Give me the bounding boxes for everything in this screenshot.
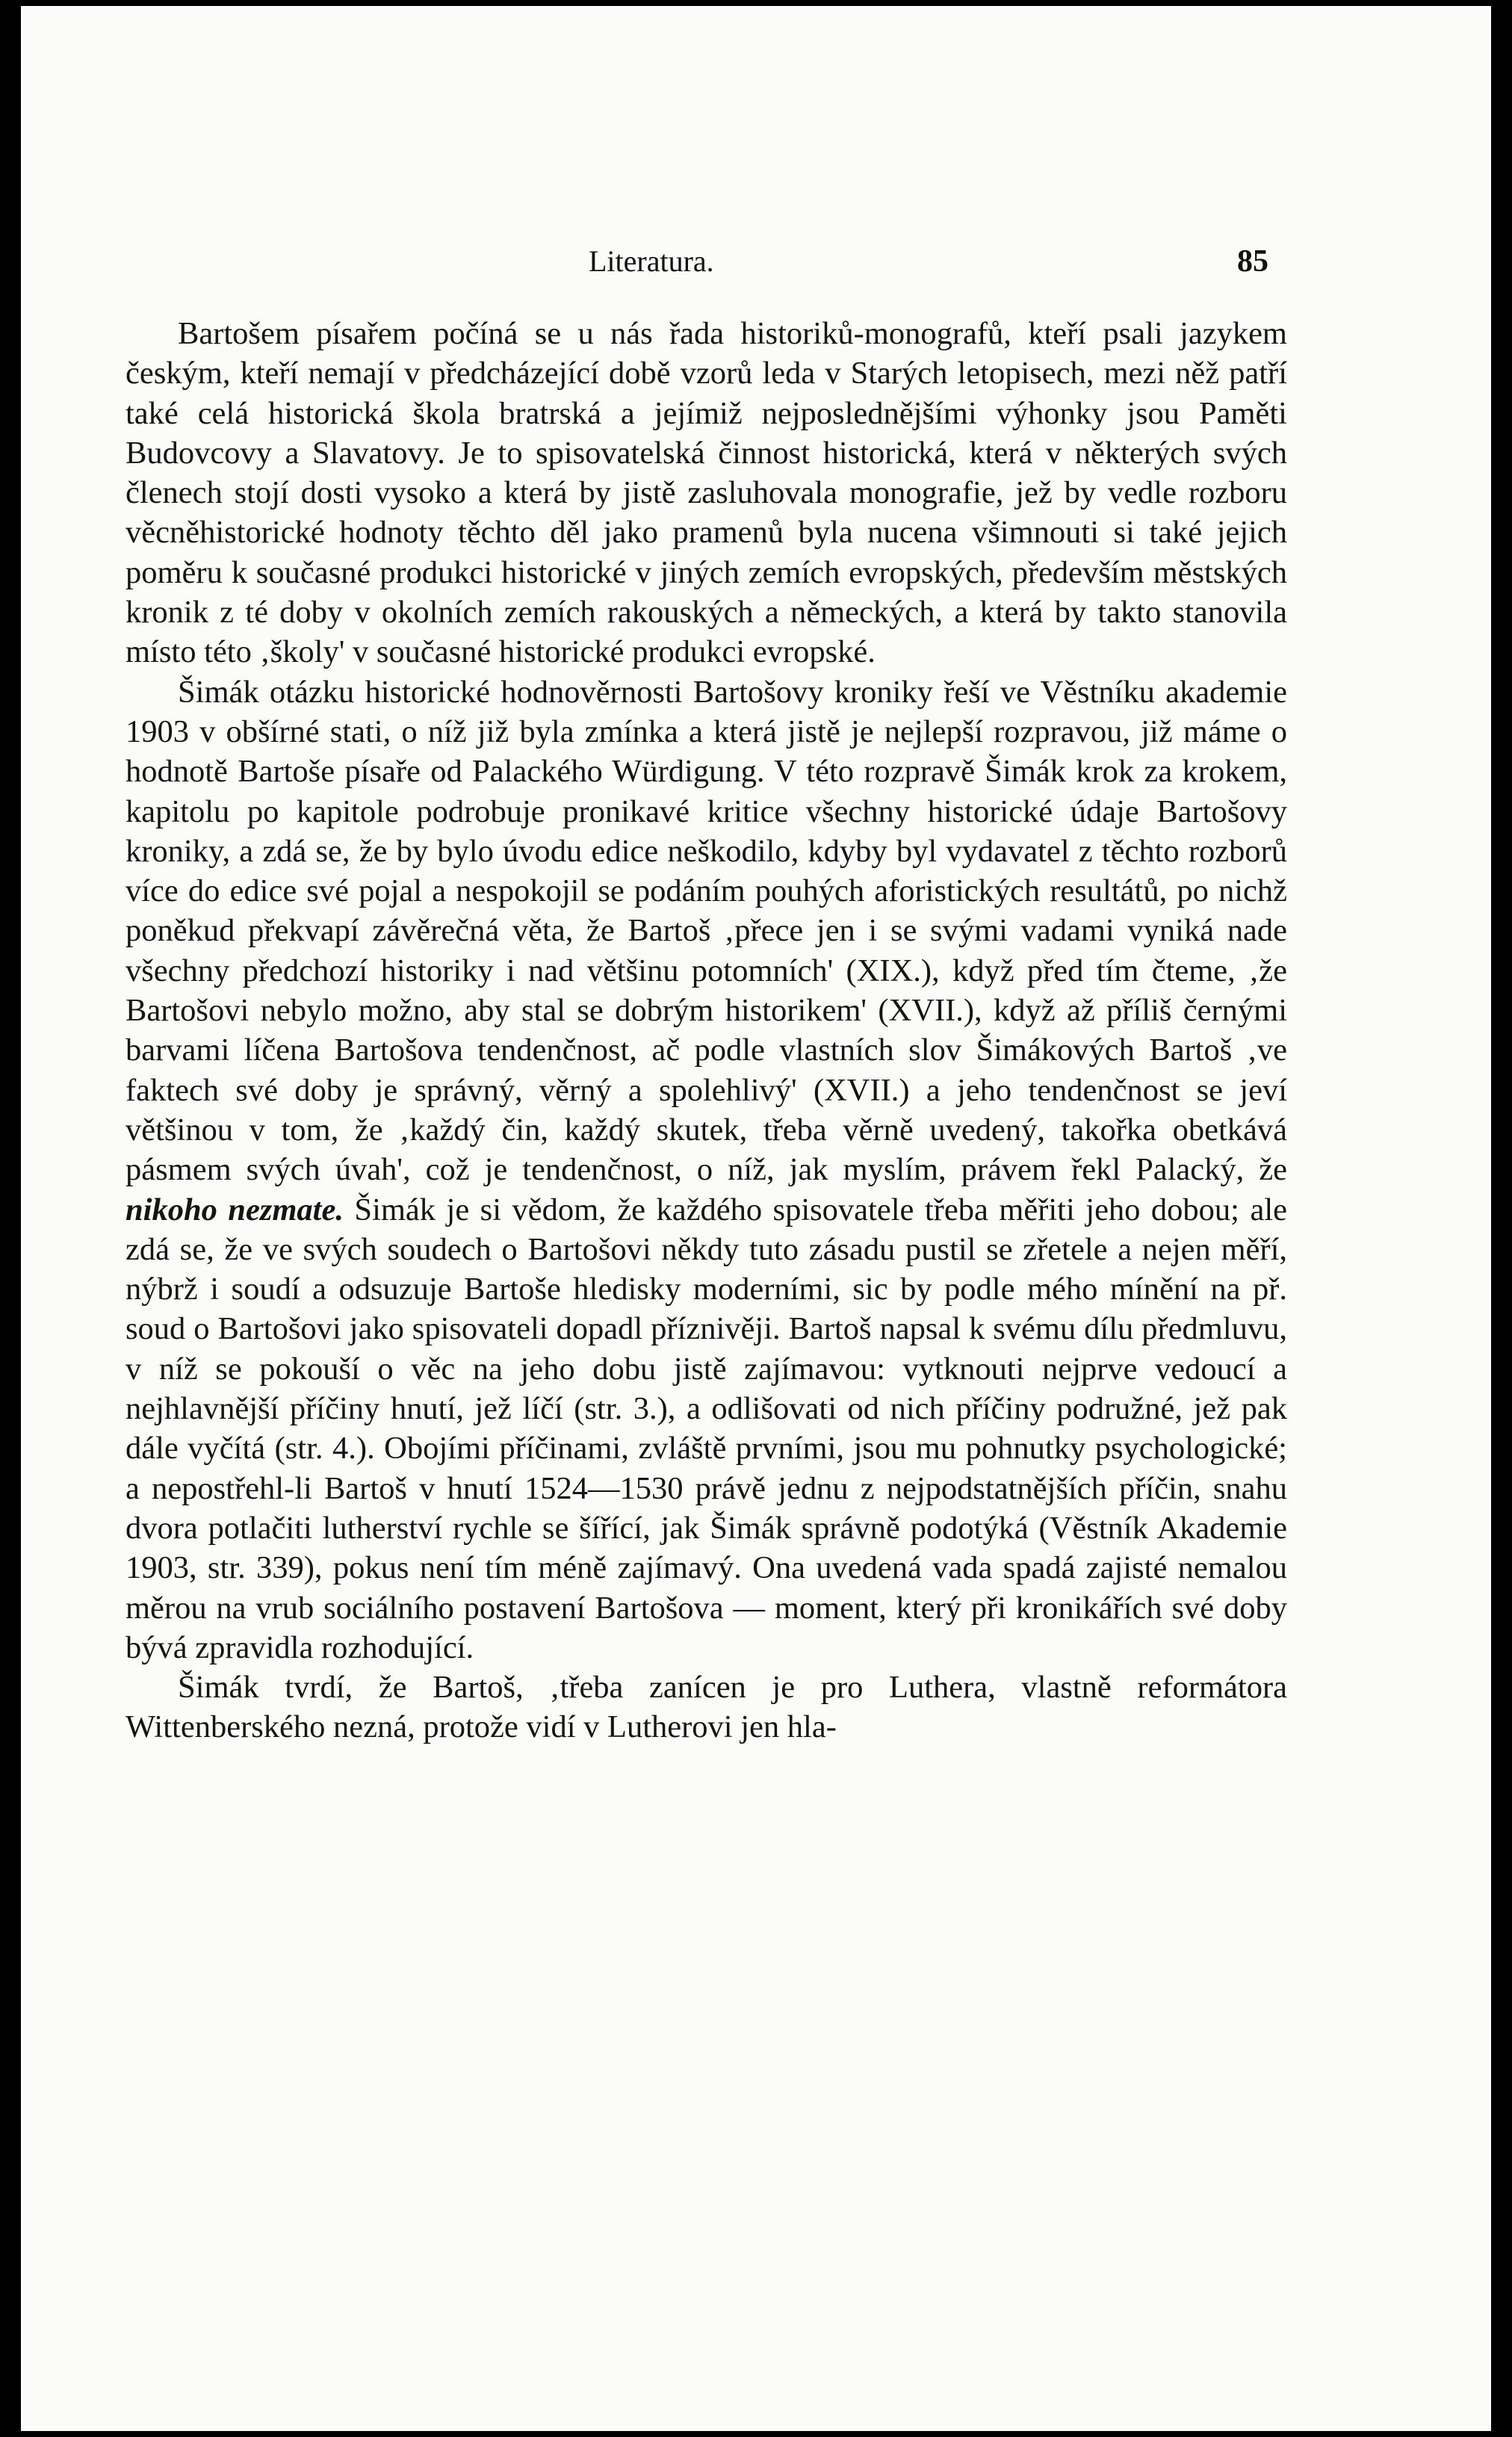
paragraph-2-part-2: Šimák je si vědom, že každého spisovatele třeba měřiti jeho dobou; ale zdá se, že ve svých soudech o Bartošovi někdy tuto zásadu pustil se zřetele a nejen měří, nýbrž i soudí a odsuzuje Bartoše hledisky moderními, sic by podle mého mínění na př. soud o Bartošovi jako spisovateli dopadl příznivěji. Bartoš napsal k svému dílu předmluvu, v níž se pokouší o věc na jeho dobu jistě zajímavou: vytknouti nejprve vedoucí a nejhlavnější příčiny hnutí, jež líčí (str. 3.), a odlišovati od nich příčiny podružné, jež pak dále vyčítá (str. 4.). Obojími příčinami, zvláště prvními, jsou mu pohnutky psychologické; a nepostřehl-li Bartoš v hnutí 1524—1530 právě jednu z nejpodstatnějších příčin, snahu dvora potlačiti lutherství rychle se šířící, jak Šimák správně podotýká (Věstník Akademie 1903, str. 339), pokus není tím méně zajímavý. Ona uvedená vada spadá zajisté nemalou měrou na vrub sociálního postavení Bartošova — moment, který při kronikářích své doby bývá zpravidla rozhodující. [126, 1192, 1287, 1665]
paragraph-2-part-1: Šimák otázku historické hodnověrnosti Bartošovy kroniky řeší ve Věstníku akademie 1903 v obšírné stati, o níž již byla zmínka a která jistě je nejlepší rozpravou, již máme o hodnotě Bartoše písaře od Palackého Würdigung. V této rozpravě Šimák krok za krokem, kapitolu po kapitole podrobuje pronikavé kritice všechny historické údaje Bartošovy kroniky, a zdá se, že by bylo úvodu edice neškodilo, kdyby byl vydavatel z těchto rozborů více do edice své pojal a nespokojil se podáním pouhých aforistických resultátů, po nichž poněkud překvapí závěrečná věta, že Bartoš ‚přece jen i se svými vadami vyniká nade všechny předchozí historiky i nad většinu potomních' (XIX.), když před tím čteme, ‚že Bartošovi nebylo možno, aby stal se dobrým historikem' (XVII.), když až příliš černými barvami líčena Bartošova tendenčnost, ač podle vlastních slov Šimákových Bartoš ‚ve faktech své doby je správný, věrný a spolehlivý' (XVII.) a jeho tendenčnost se jeví většinou v tom, že ‚každý čin, každý skutek, třeba věrně uvedený, takořka obetkává pásmem svých úvah', což je tendenčnost, o níž, jak myslím, právem řekl Palacký, že [126, 674, 1287, 1188]
body-text [126, 314, 1287, 1747]
paragraph-2 [126, 672, 1287, 1667]
page-header [21, 244, 1491, 288]
page-number: 85 [1237, 244, 1268, 279]
paragraph-3: Šimák tvrdí, že Bartoš, ‚třeba zanícen je pro Luthera, vlastně reformátora Wittenberského nezná, protože vidí v Lutherovi jen hla- [126, 1670, 1287, 1745]
paragraph-1: Bartošem písařem počíná se u nás řada historiků-monografů, kteří psali jazykem českým, kteří nemají v předcházející době vzorů leda v Starých letopisech, mezi něž patří také celá historická škola bratrská a jejímiž nejposlednějšími výhonky jsou Paměti Budovcovy a Slavatovy. Je to spisovatelská činnost historická, která v některých svých členech stojí dosti vysoko a která by jistě zasluhovala monografie, jež by vedle rozboru věcněhistorické hodnoty těchto děl jako pramenů byla nucena všimnouti si také jejich poměru k současné produkci historické v jiných zemích evropských, především městských kronik z té doby v okolních zemích rakouských a německých, a která by takto stanovila místo této ‚školy' v současné historické produkci evropské. [126, 316, 1287, 670]
running-title: Literatura. [589, 244, 714, 278]
italic-phrase: nikoho nezmate. [126, 1192, 344, 1227]
book-page [21, 6, 1491, 2431]
